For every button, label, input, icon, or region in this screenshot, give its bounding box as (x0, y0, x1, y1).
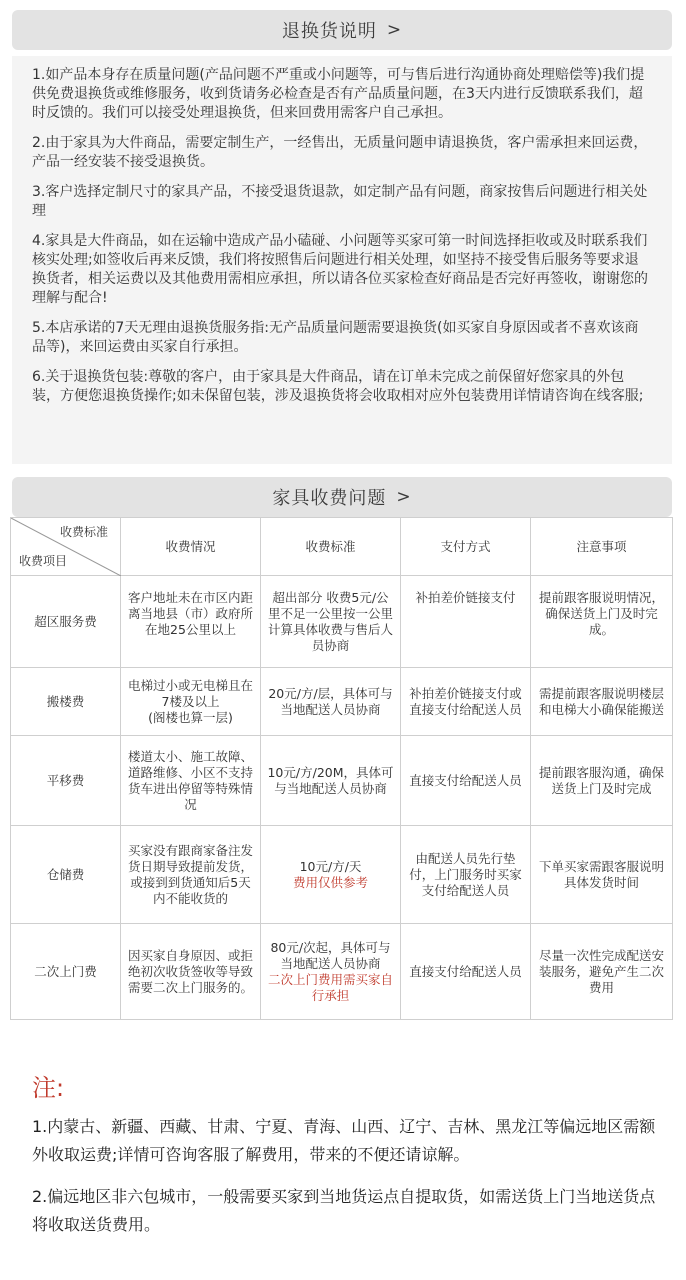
fee-payment: 由配送人员先行垫付，上门服务时买家支付给配送人员 (401, 826, 531, 924)
fee-situation: 买家没有跟商家备注发货日期导致提前发货，或接到到货通知后5天内不能收货的 (121, 826, 261, 924)
fee-notes: 提前跟客服沟通，确保送货上门及时完成 (531, 736, 673, 826)
column-header: 收费情况 (121, 518, 261, 576)
fee-standard-text: 超出部分 收费5元/公里不足一公里按一公里计算具体收费与售后人员协商 (267, 590, 393, 653)
fee-standard-text: 10元/方/天 (299, 858, 362, 874)
fee-table (10, 517, 673, 1020)
returns-policy-box (12, 56, 672, 464)
fee-notes: 尽量一次性完成配送安装服务，避免产生二次费用 (531, 924, 673, 1020)
table-row (11, 668, 673, 736)
fee-item: 二次上门费 (11, 924, 121, 1020)
fee-standard-text: 20元/方/层，具体可与当地配送人员协商 (268, 685, 393, 717)
fee-standard-red-text: 费用仅供参考 (292, 874, 368, 890)
fee-situation: 楼道太小、施工故障、道路维修、小区不支持货车进出停留等特殊情况 (121, 736, 261, 826)
notes-title: 注: (32, 1074, 65, 1102)
table-row (11, 924, 673, 1020)
policy-item: 1.如产品本身存在质量问题(产品问题不严重或小问题等，可与售后进行沟通协商处理赔偿等)我们提供免费退换货或维修服务，收到货请务必检查是否有产品质量问题，在3天内进行反馈联系我们，超时反馈的。我们可以接受处理退换货，但来回费用需客户自己承担。 (32, 67, 645, 121)
fee-standard (261, 668, 401, 736)
fee-standard-text: 80元/次起，具体可与当地配送人员协商 (270, 939, 391, 971)
chevron-right-icon: > (386, 20, 403, 40)
diag-top-label: 收费标准 (59, 525, 108, 539)
policy-item: 5.本店承诺的7天无理由退换货服务指:无产品质量问题需要退换货(如买家自身原因或者不喜欢该商品等)，来回运费由买家自行承担。 (32, 320, 639, 355)
fee-situation: 客户地址未在市区内距离当地县（市）政府所在地25公里以上 (121, 576, 261, 668)
fee-notes: 需提前跟客服说明楼层和电梯大小确保能搬送 (531, 668, 673, 736)
fee-standard (261, 576, 401, 668)
diag-bottom-label: 收费项目 (19, 554, 68, 568)
table-row (11, 576, 673, 668)
column-header: 注意事项 (531, 518, 673, 576)
fee-item: 超区服务费 (11, 576, 121, 668)
column-header: 收费标准 (261, 518, 401, 576)
fees-section-title: 家具收费问题 (272, 488, 387, 509)
fee-payment: 补拍差价链接支付 (401, 576, 531, 668)
fee-table-wrap (10, 517, 672, 1020)
fee-standard (261, 924, 401, 1020)
returns-section-title: 退换货说明 (281, 21, 377, 42)
fee-payment: 直接支付给配送人员 (401, 924, 531, 1020)
note-item: 1.内蒙古、新疆、西藏、甘肃、宁夏、青海、山西、辽宁、吉林、黑龙江等偏远地区需额外收取运费;详情可咨询客服了解费用，带来的不便还请谅解。 (32, 1117, 656, 1164)
fee-standard-red-text: 二次上门费用需买家自行承担 (267, 971, 393, 1003)
fee-situation: 电梯过小或无电梯且在7楼及以上 (阁楼也算一层) (121, 668, 261, 736)
notes-section (32, 1068, 662, 1253)
fee-situation: 因买家自身原因、或拒绝初次收货签收等导致需要二次上门服务的。 (121, 924, 261, 1020)
fee-item: 搬楼费 (11, 668, 121, 736)
fee-payment: 补拍差价链接支付或直接支付给配送人员 (401, 668, 531, 736)
policy-item: 3.客户选择定制尺寸的家具产品，不接受退货退款，如定制产品有问题，商家按售后问题进行相关处理 (32, 184, 648, 219)
fee-notes: 下单买家需跟客服说明具体发货时间 (531, 826, 673, 924)
chevron-right-icon: > (396, 487, 412, 507)
fee-payment: 直接支付给配送人员 (401, 736, 531, 826)
note-item: 2.偏远地区非六包城市，一般需要买家到当地货运点自提取货，如需送货上门当地送货点将收取送货费用。 (32, 1187, 656, 1234)
policy-item: 4.家具是大件商品，如在运输中造成产品小磕碰、小问题等买家可第一时间选择拒收或及时联系我们核实处理;如签收后再来反馈，我们将按照售后问题进行相关处理，如坚持不接受售后服务等要求退换货者，相关运费以及其他费用需相应承担，所以请各位买家检查好商品是否完好再签收，谢谢您的理解与配合! (32, 233, 648, 306)
fee-standard (261, 736, 401, 826)
returns-section-header (12, 10, 672, 50)
fee-item: 平移费 (11, 736, 121, 826)
table-header-row (11, 518, 673, 576)
fee-standard (261, 826, 401, 924)
fee-standard-text: 10元/方/20M，具体可与当地配送人员协商 (267, 764, 394, 796)
policy-item: 6.关于退换货包装:尊敬的客户，由于家具是大件商品，请在订单未完成之前保留好您家具的外包装，方便您退换货操作;如未保留包装，涉及退换货将会收取相对应外包装费用详情请咨询在线客服; (32, 369, 644, 404)
fee-notes: 提前跟客服说明情况，确保送货上门及时完成。 (531, 576, 673, 668)
policy-item: 2.由于家具为大件商品，需要定制生产，一经售出，无质量问题申请退换货，客户需承担来回运费，产品一经安装不接受退换货。 (32, 135, 648, 170)
column-header: 支付方式 (401, 518, 531, 576)
table-row (11, 826, 673, 924)
table-row (11, 736, 673, 826)
fees-section-header (12, 477, 672, 517)
diagonal-header-cell (11, 518, 121, 576)
fee-item: 仓储费 (11, 826, 121, 924)
